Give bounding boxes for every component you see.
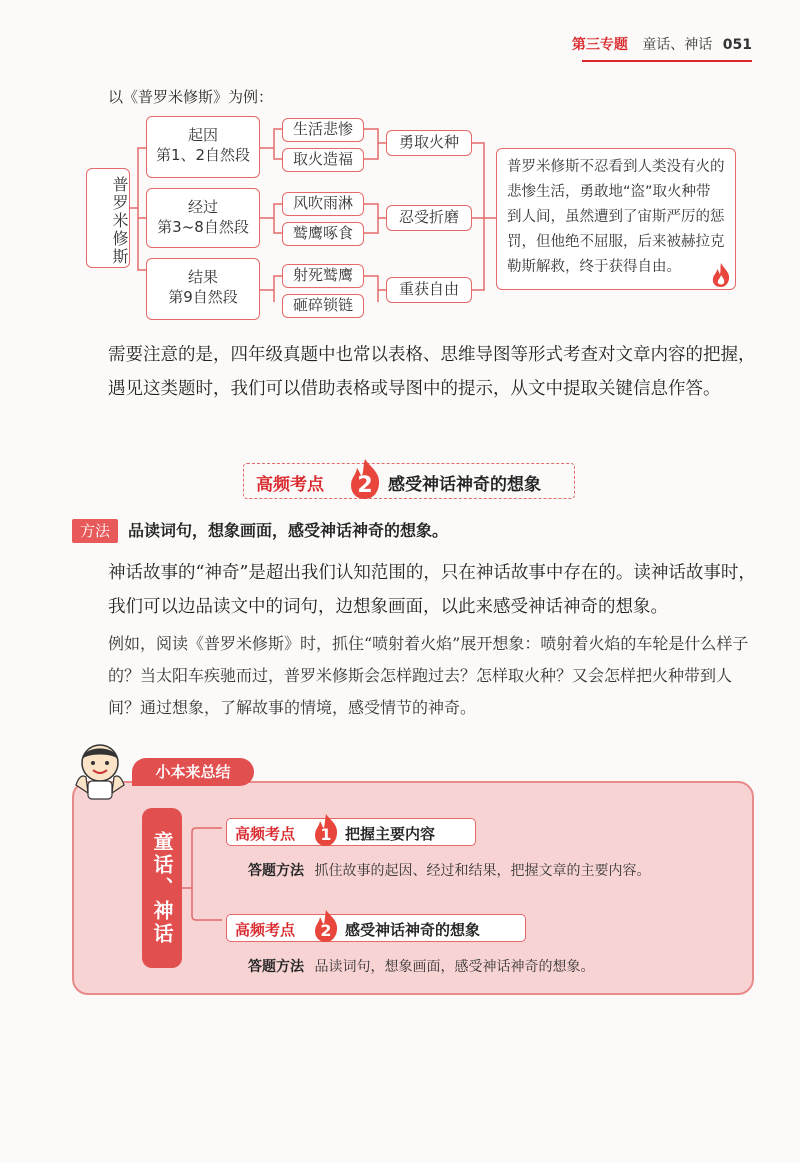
point-2-answer [248,956,594,976]
part-process-title: 经过 [187,198,218,216]
flame-number-icon [313,909,339,943]
method-text: 品读词句，想象画面，感受神话神奇的想象。 [128,521,449,540]
part-cause-range: 第1、2自然段 [155,146,251,164]
part-result-title: 结果 [187,268,218,286]
point-2-title: 感受神话神奇的想象 [345,921,481,939]
summary-connector [182,820,222,930]
part-result-range: 第9自然段 [168,288,238,306]
summary-topic: 童话、神话 [142,808,182,968]
paragraph-example [108,628,756,724]
method-tag: 方法 [72,519,118,543]
part-result [146,258,260,320]
item-node: 取火造福 [282,148,364,172]
part-cause-title: 起因 [187,126,218,144]
item-node: 砸碎锁链 [282,294,364,318]
section-label: 第三专题 [571,37,628,53]
point-1-answer-text: 抓住故事的起因、经过和结果，把握文章的主要内容。 [314,863,651,879]
summary-point-1 [226,818,476,846]
fire-icon [710,262,732,288]
banner-number: 2 [357,473,373,498]
point-1-label: 高频考点 [235,825,296,843]
point-1-answer-label: 答题方法 [248,863,304,879]
item-node: 射死鹫鹰 [282,264,364,288]
intro-line: 以《普罗米修斯》为例： [108,88,274,106]
point-1-title: 把握主要内容 [345,825,436,843]
mascot-avatar [68,737,132,801]
point-1-answer [248,860,650,880]
paragraph-example-text: 例如，阅读《普罗米修斯》时，抓住“喷射着火焰”展开想象：喷射着火焰的车轮是什么样子的？当太阳车疾驰而过，普罗米修斯会怎样跑过去？怎样取火种？又会怎样把火种带到人间？通过想象，了解故事的情境，感受情节的神奇。 [108,634,749,717]
high-frequency-banner [243,463,575,499]
point-2-answer-text: 品读词句，想象画面，感受神话神奇的想象。 [314,959,595,975]
mind-map-root: 普罗米修斯 [86,168,130,268]
point-2-label: 高频考点 [235,921,296,939]
banner-title: 感受神话神奇的想象 [388,475,541,495]
paragraph-note [108,338,756,406]
summary-point-2 [226,914,526,942]
mind-map-summary [496,148,736,290]
part-process [146,188,260,248]
mind-map [86,112,746,314]
summary-title: 小本来总结 [132,758,254,786]
paragraph-explain [108,556,756,624]
summary-text: 普罗米修斯不忍看到人类没有火的悲惨生活，勇敢地“盗”取火种带到人间，虽然遭到了宙斯严厉的惩罚，但他绝不屈服，后来被赫拉克勒斯解救，终于获得自由。 [507,159,725,275]
header-rule [582,60,752,62]
paragraph-explain-text: 神话故事的“神奇”是超出我们认知范围的，只在神话故事中存在的。读神话故事时，我们可以边品读文中的词句，边想象画面，以此来感受神话神奇的想象。 [108,563,756,617]
section-subtitle: 童话、神话 [642,37,713,53]
point-2-answer-label: 答题方法 [248,959,304,975]
point-2-number: 2 [320,921,332,940]
page-number: 051 [722,37,752,53]
point-1-number: 1 [320,825,332,844]
result-node: 忍受折磨 [386,205,472,231]
item-node: 风吹雨淋 [282,192,364,216]
part-process-range: 第3~8自然段 [157,218,249,236]
part-cause [146,116,260,178]
result-node: 重获自由 [386,277,472,303]
flame-number-icon [313,813,339,847]
result-node: 勇取火种 [386,130,472,156]
page-header [572,34,752,54]
item-node: 鹫鹰啄食 [282,222,364,246]
paragraph-note-text: 需要注意的是，四年级真题中也常以表格、思维导图等形式考查对文章内容的把握，遇见这类题时，我们可以借助表格或导图中的提示，从文中提取关键信息作答。 [108,345,756,399]
flame-number-icon [348,458,382,500]
banner-label: 高频考点 [256,475,324,495]
item-node: 生活悲惨 [282,118,364,142]
